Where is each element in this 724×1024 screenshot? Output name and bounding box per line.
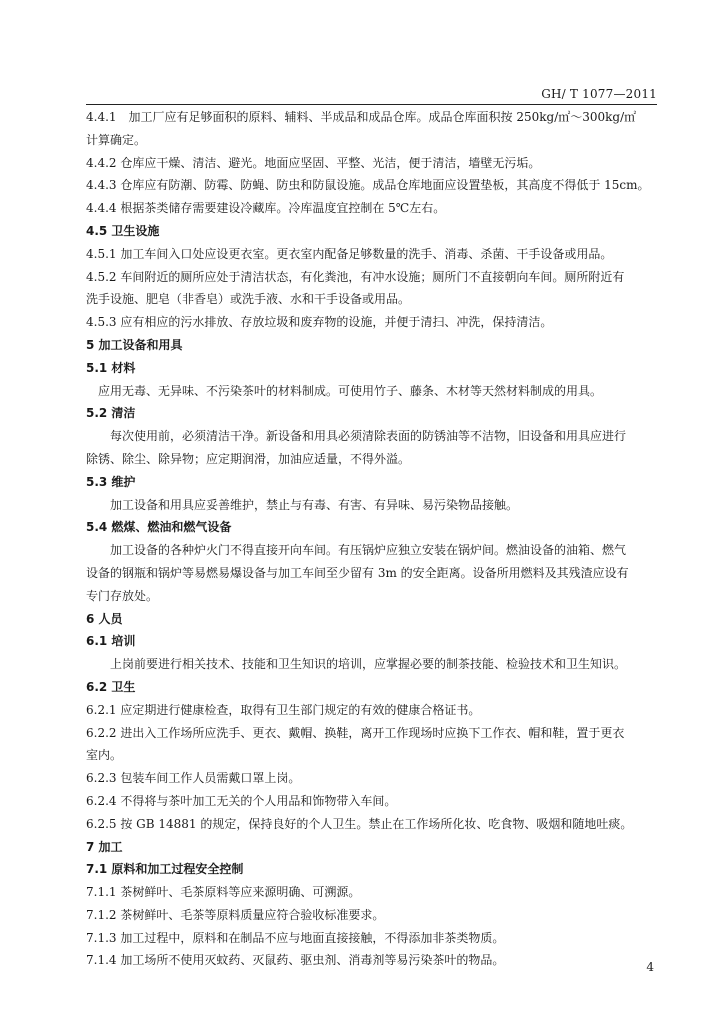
clause-4-5-1: 4.5.1 加工车间入口处应设更衣室。更衣室内配备足够数量的洗手、消毒、杀菌、干手设备或用品。 [86, 246, 613, 261]
clause-4-4-1: 4.4.1 加工厂应有足够面积的原料、辅料、半成品和成品仓库。成品仓库面积按 250kg/㎡～300kg/㎡ [86, 110, 637, 124]
document-body [86, 106, 660, 972]
paragraph-5-4-cont: 设备的钢瓶和锅炉等易燃易爆设备与加工车间至少留有 3m 的安全距离。设备所用燃料及其残渣应设有 [86, 565, 629, 580]
clause-4-4-1-cont: 计算确定。 [86, 132, 147, 147]
clause-6-2-5: 6.2.5 按 GB 14881 的规定，保持良好的个人卫生。禁止在工作场所化妆、吃食物、吸烟和随地吐痰。 [86, 816, 633, 831]
section-heading-7: 7 加工 [86, 839, 123, 854]
clause-4-4-3: 4.4.3 仓库应有防潮、防霉、防蝇、防虫和防鼠设施。成品仓库地面应设置垫板，其高度不得低于 15cm。 [86, 178, 650, 193]
paragraph-5-2: 每次使用前，必须清洁干净。新设备和用具必须清除表面的防锈油等不洁物，旧设备和用具应进行 [110, 429, 627, 444]
clause-4-4-4: 4.4.4 根据茶类储存需要建设冷藏库。冷库温度宜控制在 5℃左右。 [86, 201, 446, 216]
section-heading-6-2: 6.2 卫生 [86, 679, 136, 694]
paragraph-5-2-cont: 除锈、除尘、除异物；应定期润滑，加油应适量，不得外溢。 [86, 451, 411, 466]
clause-7-1-1: 7.1.1 茶树鲜叶、毛茶原料等应来源明确、可溯源。 [86, 885, 361, 900]
standard-code-header: GH/ T 1077—2011 [541, 87, 657, 101]
paragraph-5-3: 加工设备和用具应妥善维护，禁止与有毒、有害、有异味、易污染物品接触。 [110, 497, 519, 512]
clause-7-1-2: 7.1.2 茶树鲜叶、毛茶等原料质量应符合验收标准要求。 [86, 907, 385, 922]
section-heading-5-1: 5.1 材料 [86, 360, 136, 375]
page-number: 4 [646, 960, 654, 974]
clause-7-1-4: 7.1.4 加工场所不使用灭蚊药、灭鼠药、驱虫剂、消毒剂等易污染茶叶的物品。 [86, 953, 505, 968]
paragraph-5-4: 加工设备的各种炉火门不得直接开向车间。有压锅炉应独立安装在锅炉间。燃油设备的油箱、燃气 [110, 543, 627, 558]
section-heading-4-5: 4.5 卫生设施 [86, 223, 160, 238]
paragraph-6-1: 上岗前要进行相关技术、技能和卫生知识的培训，应掌握必要的制茶技能、检验技术和卫生知识。 [110, 657, 627, 672]
clause-4-5-2: 4.5.2 车间附近的厕所应处于清洁状态，有化粪池，有冲水设施；厕所门不直接朝向车间。厕所附近有 [86, 269, 625, 284]
clause-4-4-2: 4.4.2 仓库应干燥、清洁、避光。地面应坚固、平整、光洁，便于清洁，墙壁无污垢。 [86, 155, 541, 170]
clause-7-1-3: 7.1.3 加工过程中，原料和在制品不应与地面直接接触，不得添加非茶类物质。 [86, 930, 505, 945]
header-rule [86, 104, 657, 105]
section-heading-6: 6 人员 [86, 611, 123, 626]
clause-4-5-3: 4.5.3 应有相应的污水排放、存放垃圾和废弃物的设施，并便于清扫、冲洗，保持清洁。 [86, 315, 553, 330]
clause-6-2-2-cont: 室内。 [86, 748, 123, 763]
clause-6-2-2: 6.2.2 进出入工作场所应洗手、更衣、戴帽、换鞋，离开工作现场时应换下工作衣、帽和鞋，置于更衣 [86, 725, 625, 740]
section-heading-7-1: 7.1 原料和加工过程安全控制 [86, 862, 244, 877]
clause-6-2-4: 6.2.4 不得将与茶叶加工无关的个人用品和饰物带入车间。 [86, 793, 397, 808]
section-heading-5: 5 加工设备和用具 [86, 337, 183, 352]
section-heading-6-1: 6.1 培训 [86, 634, 136, 649]
clause-6-2-3: 6.2.3 包装车间工作人员需戴口罩上岗。 [86, 771, 301, 786]
section-heading-5-2: 5.2 清洁 [86, 406, 136, 421]
section-heading-5-4: 5.4 燃煤、燃油和燃气设备 [86, 520, 232, 535]
clause-6-2-1: 6.2.1 应定期进行健康检查，取得有卫生部门规定的有效的健康合格证书。 [86, 702, 481, 717]
paragraph-5-4-end: 专门存放处。 [86, 588, 159, 603]
section-heading-5-3: 5.3 维护 [86, 474, 136, 489]
clause-4-5-2-cont: 洗手设施、肥皂（非香皂）或洗手液、水和干手设备或用品。 [86, 292, 411, 307]
paragraph-5-1: 应用无毒、无异味、不污染茶叶的材料制成。可使用竹子、藤条、木材等天然材料制成的用具。 [98, 383, 603, 398]
